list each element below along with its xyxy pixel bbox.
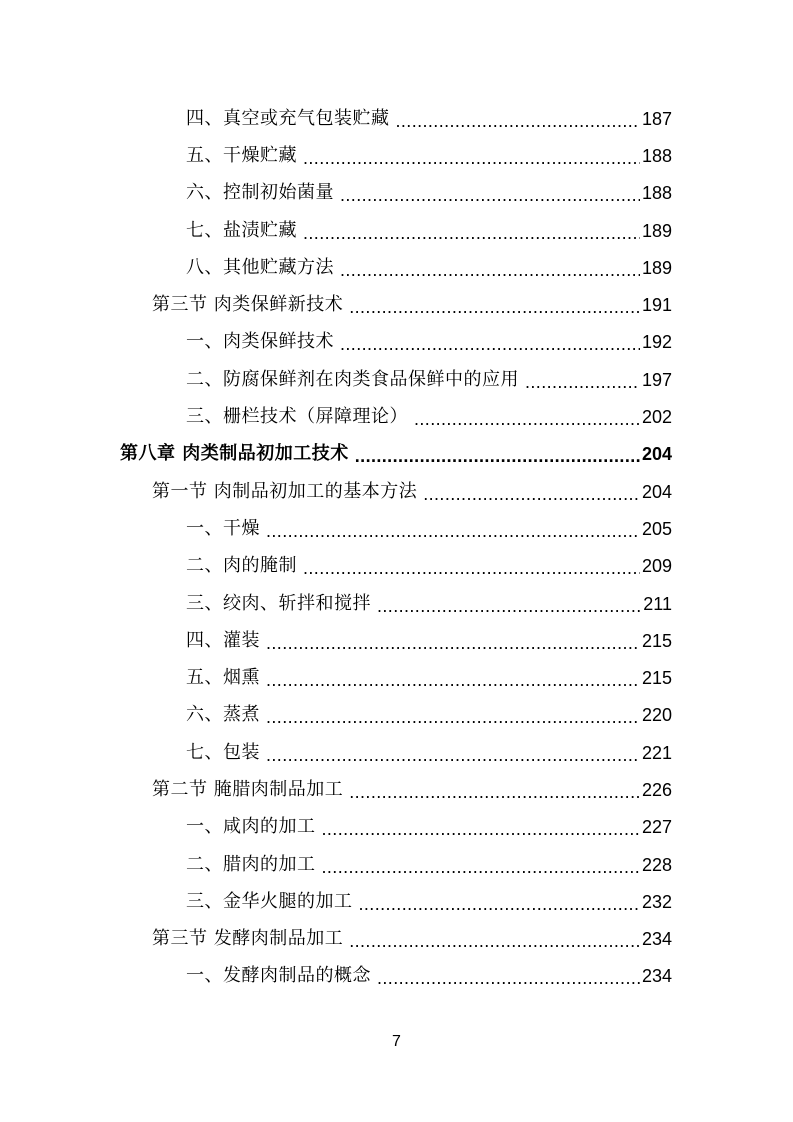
toc-entry-page: 209	[641, 556, 672, 577]
toc-entry[interactable]	[0, 548, 793, 585]
dot-leader	[423, 485, 640, 503]
toc-section-page: 226	[641, 779, 672, 800]
toc-entry-label: 七、盐渍贮藏	[186, 219, 297, 241]
dot-leader	[349, 298, 640, 316]
toc-entry-page: 220	[641, 705, 672, 726]
dot-leader	[396, 112, 640, 130]
toc-entry[interactable]	[0, 883, 793, 920]
dot-leader	[525, 373, 640, 391]
toc-section-label: 第二节 腌腊肉制品加工	[152, 778, 344, 800]
toc-entry[interactable]	[0, 734, 793, 771]
toc-entry[interactable]	[0, 175, 793, 212]
toc-entry-label: 六、蒸煮	[186, 704, 260, 726]
toc-section-page: 191	[641, 295, 672, 316]
dot-leader	[377, 969, 640, 987]
toc-entry-label: 五、干燥贮藏	[186, 144, 297, 166]
toc-chapter-label: 第八章 肉类制品初加工技术	[120, 443, 349, 465]
toc-entry-label: 二、腊肉的加工	[186, 853, 316, 875]
toc-section-page: 204	[641, 481, 672, 502]
dot-leader	[266, 634, 640, 652]
dot-leader	[340, 186, 640, 204]
toc-entry[interactable]	[0, 324, 793, 361]
dot-leader	[266, 708, 640, 726]
dot-leader	[377, 597, 641, 615]
toc-entry-page: 234	[641, 966, 672, 987]
dot-leader	[322, 858, 640, 876]
table-of-contents	[0, 100, 793, 995]
toc-entry[interactable]	[0, 585, 793, 622]
dot-leader	[349, 783, 640, 801]
dot-leader	[322, 820, 640, 838]
page-number: 7	[392, 1033, 401, 1050]
toc-section-label: 第一节 肉制品初加工的基本方法	[152, 480, 418, 502]
toc-section-page: 234	[641, 929, 672, 950]
toc-entry[interactable]	[0, 809, 793, 846]
toc-section[interactable]	[0, 921, 793, 958]
toc-entry-page: 232	[641, 891, 672, 912]
toc-entry-label: 七、包装	[186, 741, 260, 763]
toc-entry-label: 四、真空或充气包装贮藏	[186, 107, 390, 129]
toc-entry-label: 一、干燥	[186, 517, 260, 539]
dot-leader	[355, 447, 640, 465]
dot-leader	[303, 149, 640, 167]
toc-entry[interactable]	[0, 137, 793, 174]
toc-entry-page: 187	[641, 108, 672, 129]
toc-section-label: 第三节 发酵肉制品加工	[152, 928, 344, 950]
toc-entry-label: 二、防腐保鲜剂在肉类食品保鲜中的应用	[186, 368, 519, 390]
toc-entry[interactable]	[0, 361, 793, 398]
dot-leader	[414, 410, 640, 428]
toc-entry-label: 一、发酵肉制品的概念	[186, 965, 371, 987]
toc-entry-page: 188	[641, 145, 672, 166]
toc-entry-label: 一、咸肉的加工	[186, 816, 316, 838]
toc-section[interactable]	[0, 286, 793, 323]
toc-chapter[interactable]	[0, 436, 793, 473]
toc-entry[interactable]	[0, 100, 793, 137]
toc-chapter-page: 204	[641, 444, 672, 465]
toc-entry[interactable]	[0, 697, 793, 734]
toc-section[interactable]	[0, 771, 793, 808]
dot-leader	[349, 932, 640, 950]
toc-section-label: 第三节 肉类保鲜新技术	[152, 294, 344, 316]
toc-entry-label: 八、其他贮藏方法	[186, 256, 334, 278]
toc-entry-page: 205	[641, 518, 672, 539]
toc-entry-label: 二、肉的腌制	[186, 555, 297, 577]
dot-leader	[266, 522, 640, 540]
toc-entry-page: 215	[641, 630, 672, 651]
toc-entry[interactable]	[0, 622, 793, 659]
dot-leader	[340, 335, 640, 353]
toc-entry-page: 192	[641, 332, 672, 353]
toc-entry[interactable]	[0, 958, 793, 995]
toc-section[interactable]	[0, 473, 793, 510]
toc-entry-page: 227	[641, 817, 672, 838]
toc-entry-page: 215	[641, 668, 672, 689]
dot-leader	[340, 261, 640, 279]
toc-entry-label: 三、绞肉、斩拌和搅拌	[186, 592, 371, 614]
toc-entry-label: 六、控制初始菌量	[186, 182, 334, 204]
toc-entry[interactable]	[0, 249, 793, 286]
toc-entry[interactable]	[0, 398, 793, 435]
toc-entry-page: 228	[641, 854, 672, 875]
toc-entry-page: 188	[641, 183, 672, 204]
toc-entry-page: 221	[641, 742, 672, 763]
toc-entry-label: 三、栅栏技术（屏障理论）	[186, 406, 408, 428]
toc-entry-page: 189	[641, 257, 672, 278]
toc-entry-label: 五、烟熏	[186, 667, 260, 689]
toc-entry[interactable]	[0, 212, 793, 249]
toc-entry[interactable]	[0, 846, 793, 883]
dot-leader	[303, 559, 640, 577]
dot-leader	[359, 895, 640, 913]
toc-entry[interactable]	[0, 510, 793, 547]
toc-entry-page: 202	[641, 407, 672, 428]
toc-entry-label: 三、金华火腿的加工	[186, 890, 353, 912]
toc-entry[interactable]	[0, 659, 793, 696]
toc-entry-page: 197	[641, 369, 672, 390]
toc-entry-label: 四、灌装	[186, 629, 260, 651]
dot-leader	[266, 671, 640, 689]
toc-entry-label: 一、肉类保鲜技术	[186, 331, 334, 353]
dot-leader	[266, 746, 640, 764]
dot-leader	[303, 224, 640, 242]
toc-entry-page: 211	[643, 593, 672, 614]
toc-entry-page: 189	[641, 220, 672, 241]
